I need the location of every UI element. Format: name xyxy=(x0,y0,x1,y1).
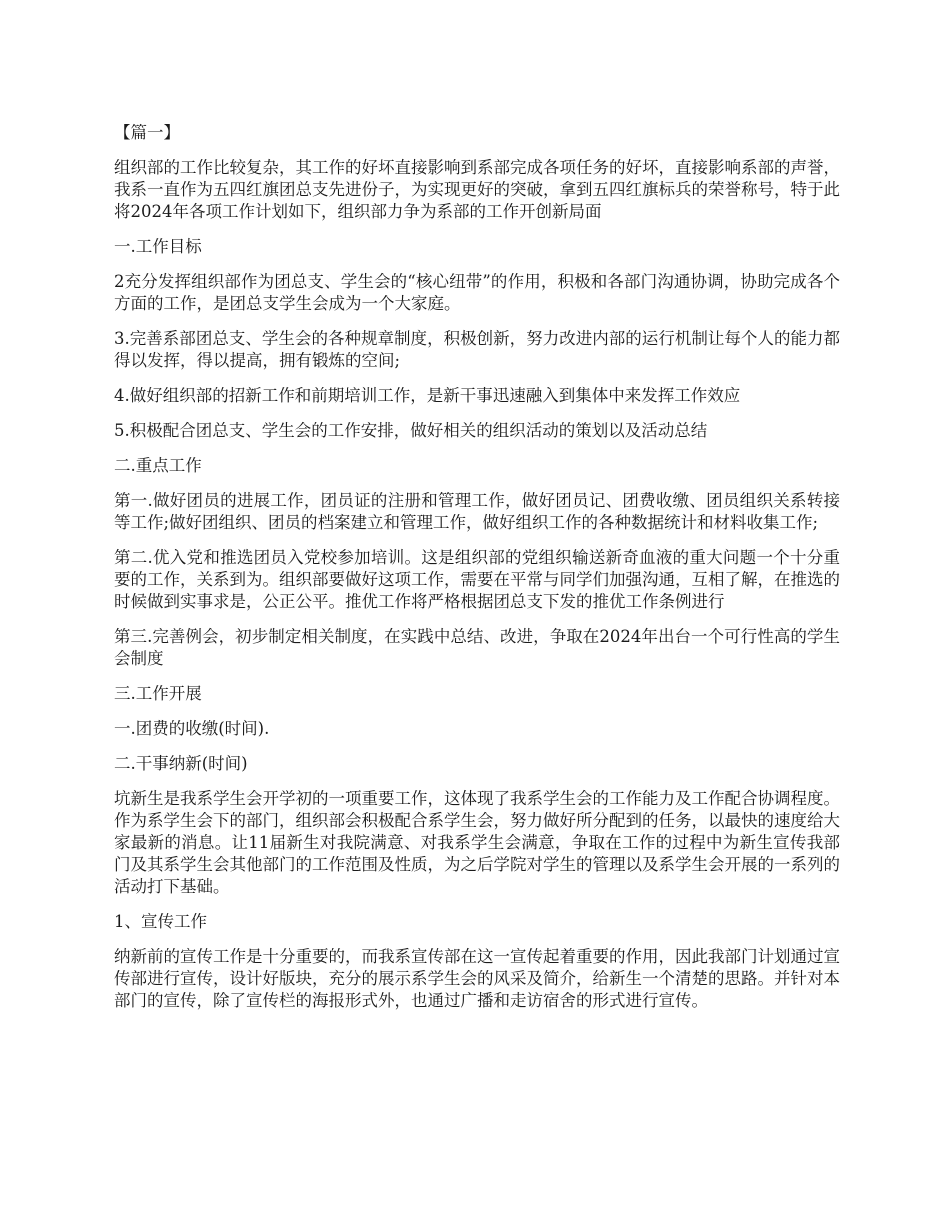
key-work-third: 第三.完善例会，初步制定相关制度，在实践中总结、改进，争取在2024年出台一个可行性高的学生会制度 xyxy=(114,627,840,668)
key-work-first: 第一.做好团员的进展工作，团员证的注册和管理工作，做好团员记、团费收缴、团员组织关系转接等工作;做好团组织、团员的档案建立和管理工作，做好组织工作的各种数据统计和材料收集工作; xyxy=(114,491,840,532)
intro-paragraph: 组织部的工作比较复杂，其工作的好坏直接影响到系部完成各项任务的好坏，直接影响系部的声誉，我系一直作为五四红旗团总支先进份子，为实现更好的突破，拿到五四红旗标兵的荣誉称号，特于此将2024年各项工作计划如下，组织部力争为系部的工作开创新局面 xyxy=(114,158,840,221)
recruitment-paragraph: 坑新生是我系学生会开学初的一项重要工作，这体现了我系学生会的工作能力及工作配合协调程度。作为系学生会下的部门，组织部会积极配合系学生会，努力做好所分配到的任务，以最快的速度给大家最新的消息。让11届新生对我院满意、对我系学生会满意，争取在工作的过程中为新生宣传我部门及其系学生会其他部门的工作范围及性质，为之后学院对学生的管理以及系学生会开展的一系列的活动打下基础。 xyxy=(114,789,840,896)
subheading-recruitment: 二.干事纳新(时间) xyxy=(114,754,248,773)
heading-work-goals: 一.工作目标 xyxy=(114,237,202,256)
document-body xyxy=(114,122,840,1025)
publicity-paragraph: 纳新前的宣传工作是十分重要的，而我系宣传部在这一宣传起着重要的作用，因此我部门计划通过宣传部进行宣传，设计好版块，充分的展示系学生会的风采及简介，给新生一个清楚的思路。并针对本部门的宣传，除了宣传栏的海报形式外，也通过广播和走访宿舍的形式进行宣传。 xyxy=(114,947,840,1010)
heading-work-implementation: 三.工作开展 xyxy=(114,684,202,703)
goal-item-4: 4.做好组织部的招新工作和前期培训工作，是新干事迅速融入到集体中来发挥工作效应 xyxy=(114,386,741,405)
subheading-publicity: 1、宣传工作 xyxy=(114,912,207,931)
goal-item-3: 3.完善系部团总支、学生会的各种规章制度，积极创新，努力改进内部的运行机制让每个人的能力都得以发挥，得以提高，拥有锻炼的空间; xyxy=(114,329,840,370)
section-title: 【篇一】 xyxy=(114,123,180,142)
goal-item-2: 2充分发挥组织部作为团总支、学生会的“核心纽带”的作用，积极和各部门沟通协调，协助完成各个方面的工作，是团总支学生会成为一个大家庭。 xyxy=(114,272,840,313)
key-work-second: 第二.优入党和推选团员入党校参加培训。这是组织部的党组织输送新奇血液的重大问题一个十分重要的工作，关系到为。组织部要做好这项工作，需要在平常与同学们加强沟通，互相了解，在推选的时候做到实事求是，公正公平。推优工作将严格根据团总支下发的推优工作条例进行 xyxy=(114,548,840,611)
goal-item-5: 5.积极配合团总支、学生会的工作安排，做好相关的组织活动的策划以及活动总结 xyxy=(114,421,708,440)
heading-key-work: 二.重点工作 xyxy=(114,456,202,475)
subheading-fee-collection: 一.团费的收缴(时间). xyxy=(114,719,270,738)
